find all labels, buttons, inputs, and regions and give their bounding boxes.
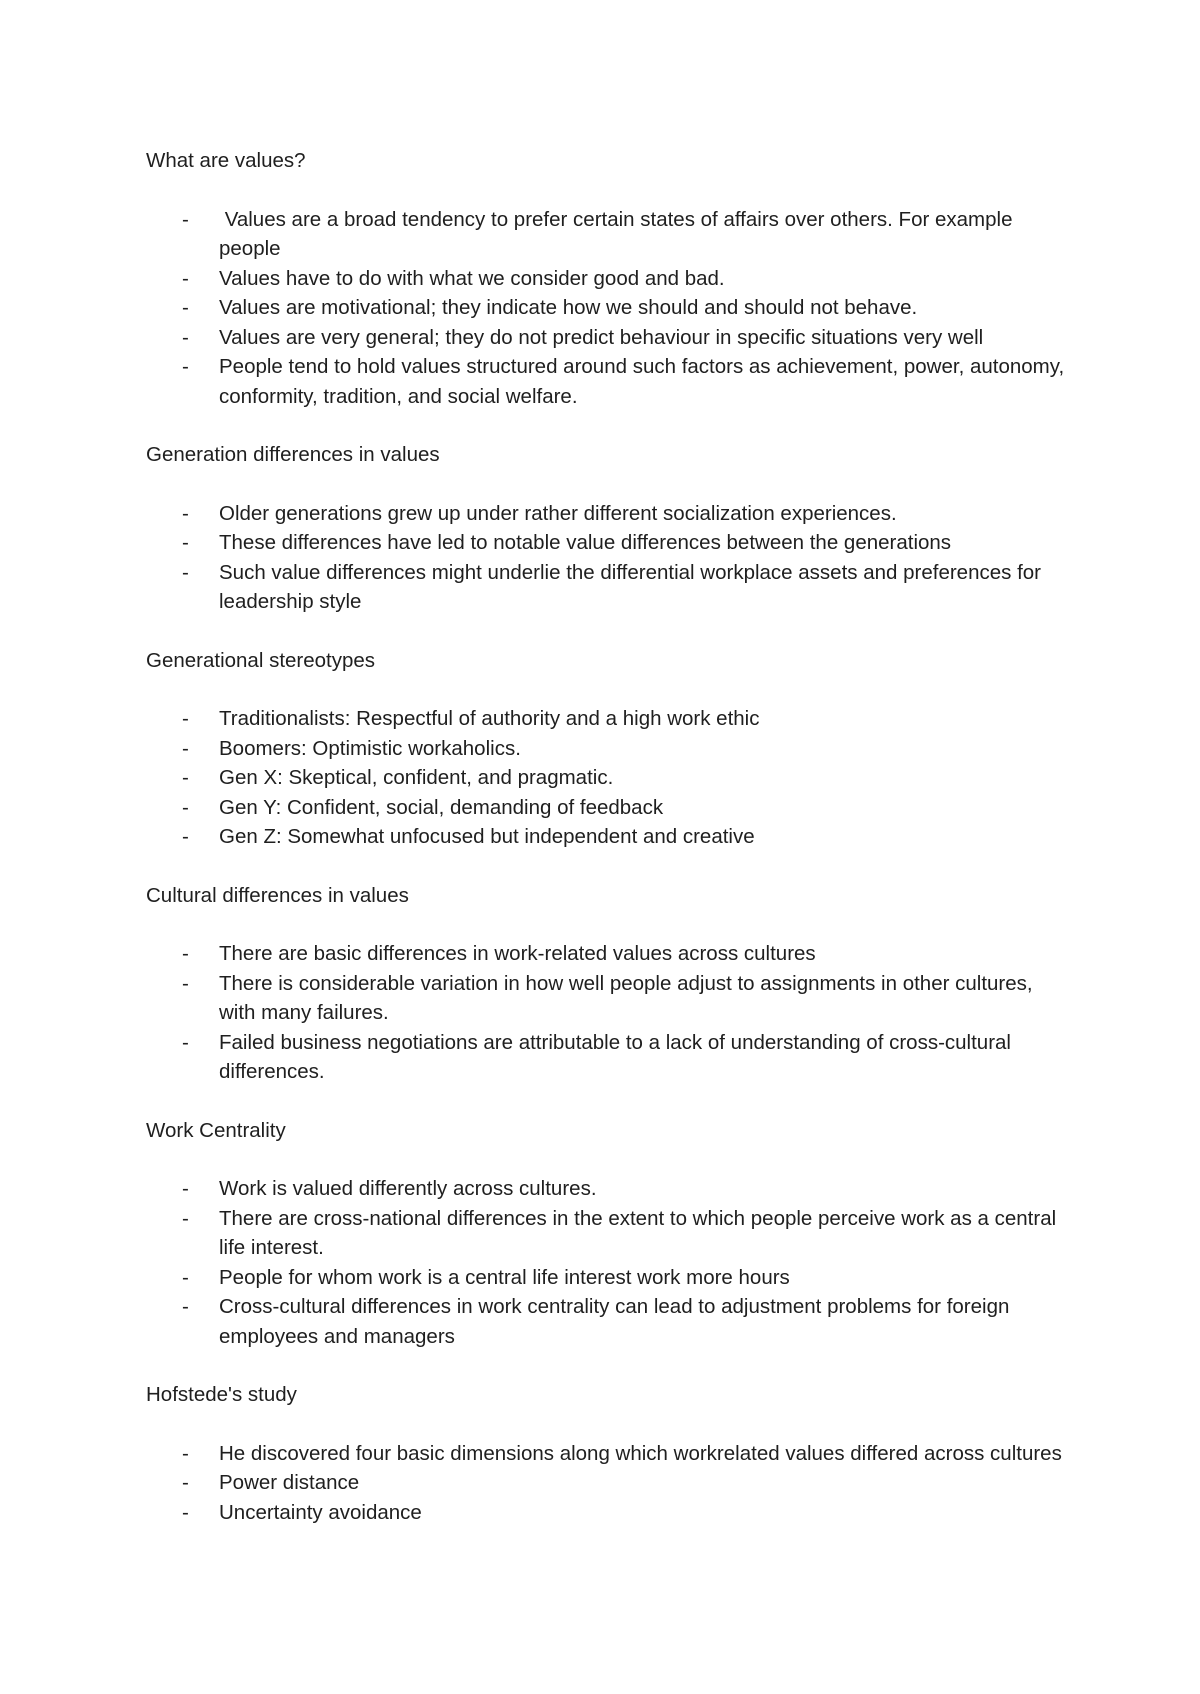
list-item-text: Traditionalists: Respectful of authority and a high work ethic [219,707,760,730]
section-heading: Cultural differences in values [146,883,409,907]
bullet-dash-icon: - [182,736,189,760]
bullet-dash-icon: - [182,942,189,965]
bullet-list [146,939,1066,1087]
list-item-text: Boomers: Optimistic workaholics. [219,736,521,760]
bullet-dash-icon: - [182,1441,189,1465]
bullet-dash-icon: - [182,766,189,789]
list-item-text: Values are motivational; they indicate how we should and should not behave. [219,296,918,319]
list-item [146,205,1066,264]
list-item-text: Older generations grew up under rather different socialization experiences. [219,501,897,525]
bullet-dash-icon: - [182,1295,189,1318]
list-item-text: Values have to do with what we consider good and bad. [219,266,725,290]
bullet-dash-icon: - [182,1500,189,1524]
list-item [146,1439,1066,1469]
bullet-dash-icon: - [182,531,189,554]
list-item [146,1498,1066,1528]
bullet-dash-icon: - [182,296,189,319]
list-item [146,293,1066,323]
list-item-text: Failed business negotiations are attributable to a lack of understanding of cross-cultural differences. [219,1030,1017,1083]
list-item [146,939,1066,969]
document-body [146,146,1070,1556]
list-item-text: Uncertainty avoidance [219,1500,422,1524]
list-item-text: Cross-cultural differences in work centrality can lead to adjustment problems for foreign employees and managers [219,1295,1016,1348]
bullet-dash-icon: - [182,825,189,848]
section-heading: Hofstede's study [146,1383,297,1406]
list-item [146,969,1066,1028]
list-item [146,499,1066,529]
list-item [146,763,1066,793]
section-heading: Work Centrality [146,1118,286,1142]
section-heading: What are values? [146,149,306,172]
bullet-dash-icon: - [182,355,189,378]
list-item-text: These differences have led to notable value differences between the generations [219,531,952,554]
list-item-text: Gen X: Skeptical, confident, and pragmatic. [219,766,614,789]
list-item [146,264,1066,294]
list-item-text: There is considerable variation in how well people adjust to assignments in other cultures, with many failures. [219,971,1039,1024]
bullet-list [146,205,1070,412]
list-item-text: Gen Z: Somewhat unfocused but independent and creative [219,825,755,848]
bullet-list [146,499,1066,617]
list-item [146,528,1066,558]
list-item-text: Power distance [219,1471,360,1494]
bullet-dash-icon: - [182,207,189,231]
list-item-text: Values are very general; they do not predict behaviour in specific situations very well [219,325,984,349]
bullet-list [146,1174,1066,1351]
list-item-text: He discovered four basic dimensions along which workrelated values differed across cultures [219,1441,1062,1465]
bullet-dash-icon: - [182,971,189,995]
list-item [146,1028,1066,1087]
list-item [146,734,1066,764]
bullet-dash-icon: - [182,795,189,819]
bullet-list [146,704,1066,852]
bullet-dash-icon: - [182,707,189,730]
list-item-text: Values are a broad tendency to prefer certain states of affairs over others. For example people [219,207,1019,260]
list-item [146,1263,1066,1293]
list-item [146,822,1066,852]
list-item [146,352,1070,411]
bullet-dash-icon: - [182,1030,189,1054]
list-item-text: Work is valued differently across cultures. [219,1177,597,1200]
list-item-text: There are basic differences in work-related values across cultures [219,942,816,965]
list-item [146,323,1066,353]
list-item-text: Gen Y: Confident, social, demanding of feedback [219,795,664,819]
list-item [146,704,1066,734]
bullet-dash-icon: - [182,1206,189,1230]
bullet-dash-icon: - [182,501,189,525]
bullet-dash-icon: - [182,1265,189,1289]
list-item [146,1468,1066,1498]
list-item-text: Such value differences might underlie the differential workplace assets and preferences for leadership style [219,560,1047,613]
bullet-dash-icon: - [182,1471,189,1494]
list-item [146,1204,1066,1263]
bullet-list [146,1439,1066,1528]
bullet-dash-icon: - [182,266,189,290]
section-heading: Generational stereotypes [146,648,376,672]
bullet-dash-icon: - [182,560,189,584]
bullet-dash-icon: - [182,325,189,349]
list-item-text: People for whom work is a central life interest work more hours [219,1265,790,1289]
list-item [146,1292,1066,1351]
list-item-text: People tend to hold values structured around such factors as achievement, power, autonomy, conformity, tradition, and social welfare. [219,355,1070,408]
list-item [146,793,1066,823]
list-item [146,558,1066,617]
bullet-dash-icon: - [182,1177,189,1200]
section-heading: Generation differences in values [146,443,440,466]
list-item [146,1174,1066,1204]
list-item-text: There are cross-national differences in the extent to which people perceive work as a central life interest. [219,1206,1062,1259]
